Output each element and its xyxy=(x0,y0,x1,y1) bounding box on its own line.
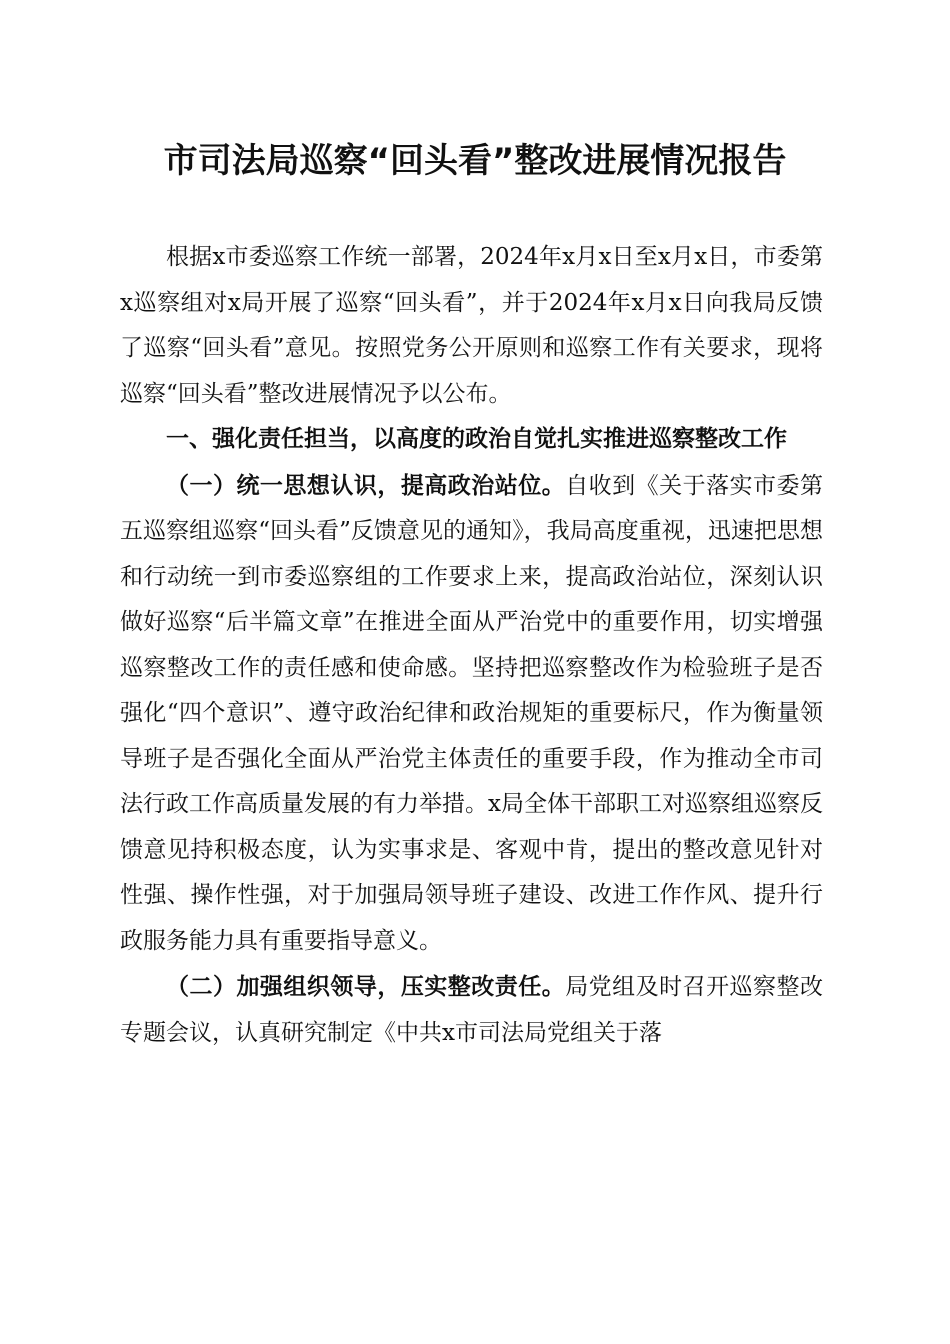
section-1-item-2-paragraph xyxy=(120,964,823,1056)
section-1-heading: 一、强化责任担当，以高度的政治自觉扎实推进巡察整改工作 xyxy=(166,426,787,452)
section-1-item-2-lead: （二）加强组织领导，压实整改责任。 xyxy=(166,973,566,1000)
section-1-item-1-lead: （一）统一思想认识，提高政治站位。 xyxy=(166,471,566,499)
section-1-item-1-paragraph xyxy=(120,463,823,965)
section-1-item-2-text: 局党组及时召开巡察整改专题会议，认真研究制定《中共x市司法局党组关于落 xyxy=(120,974,824,1046)
document-body xyxy=(120,235,823,1056)
document-title: 市司法局巡察“回头看”整改进展情况报告 xyxy=(163,141,787,181)
intro-paragraph: 根据x市委巡察工作统一部署，2024年x月x日至x月x日，市委第x巡察组对x局开展了巡察“回头看”，并于2024年x月x日向我局反馈了巡察“回头看”意见。按照党务公开原则和巡察工作有关要求，现将巡察“回头看”整改进展情况予以公布。 xyxy=(120,244,823,407)
section-1-item-1-text: 自收到《关于落实市委第五巡察组巡察“回头看”反馈意见的通知》，我局高度重视，迅速把思想和行动统一到市委巡察组的工作要求上来，提高政治站位，深刻认识做好巡察“后半篇文章”在推进全面从严治党中的重要作用，切实增强巡察整改工作的责任感和使命感。坚持把巡察整改作为检验班子是否强化“四个意识”、遵守政治纪律和政治规矩的重要标尺，作为衡量领导班子是否强化全面从严治党主体责任的重要手段，作为推动全市司法行政工作高质量发展的有力举措。x局全体干部职工对巡察组巡察反馈意见持积极态度，认为实事求是、客观中肯，提出的整改意见针对性强、操作性强，对于加强局领导班子建设、改进工作作风、提升行政服务能力具有重要指导意义。 xyxy=(120,472,824,954)
